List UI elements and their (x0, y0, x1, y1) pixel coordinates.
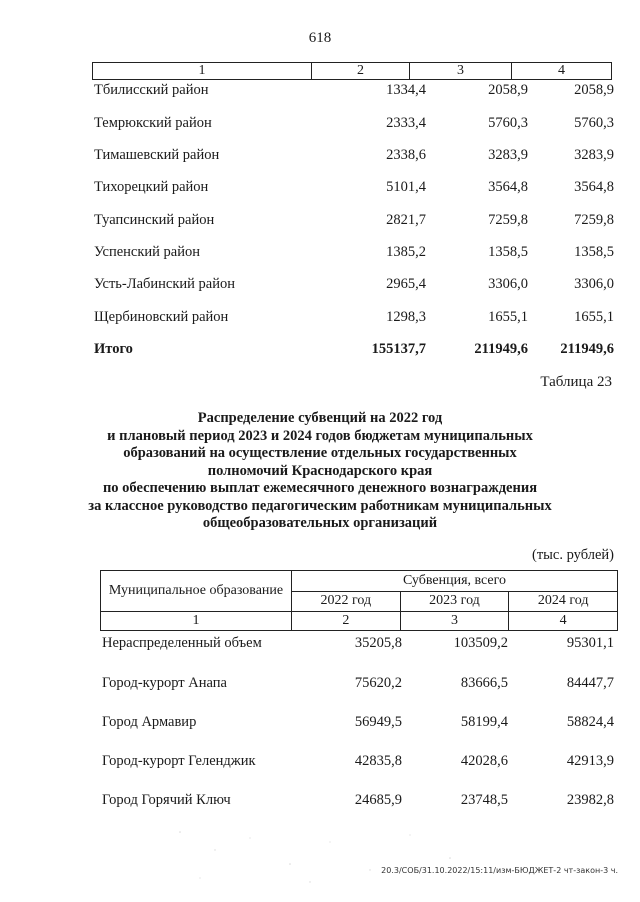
title-line: и плановый период 2023 и 2024 годов бюджетам муниципальных (107, 427, 533, 444)
row-value-2024: 7259,8 (574, 212, 614, 228)
row-value-2024: 1358,5 (574, 244, 614, 260)
row-name: Туапсинский район (94, 212, 215, 228)
top-header-col-2: 2 (311, 63, 409, 79)
table-row (94, 115, 614, 135)
row-value-2024: 3306,0 (574, 276, 614, 292)
top-header-col-1: 1 (198, 63, 206, 78)
total-value-2022: 155137,7 (371, 341, 426, 357)
row-value-2023: 3564,8 (488, 179, 528, 195)
table-row (94, 276, 614, 296)
row-name: Щербиновский район (94, 309, 229, 325)
top-header-col-3: 3 (409, 63, 511, 79)
row-name: Город-курорт Геленджик (102, 753, 256, 769)
row-value-2022: 75620,2 (354, 675, 402, 691)
row-value-2023: 5760,3 (488, 115, 528, 131)
header-num-3: 3 (400, 612, 509, 631)
row-value-2024: 3283,9 (574, 147, 614, 163)
title-line: общеобразовательных организаций (202, 515, 438, 531)
row-value-2022: 24685,9 (354, 792, 402, 808)
top-table-header (92, 62, 612, 80)
row-value-2024: 5760,3 (574, 115, 614, 131)
title-line: за классное руководство педагогическим работникам муниципальных (88, 497, 552, 514)
row-value-2024: 84447,7 (566, 675, 614, 691)
table-row (94, 212, 614, 232)
row-value-2024: 2058,9 (574, 82, 614, 98)
header-year-2023: 2023 год (400, 591, 509, 612)
row-value-2022: 1298,3 (386, 309, 426, 325)
table-row (94, 82, 614, 102)
header-year-2024: 2024 год (509, 591, 618, 612)
subvention-table-header (100, 570, 618, 631)
row-value-2023: 1655,1 (488, 309, 528, 325)
row-value-2024: 42913,9 (566, 753, 614, 769)
title-line: по обеспечению выплат ежемесячного денежного вознаграждения (102, 480, 538, 496)
header-num-1: 1 (101, 612, 292, 631)
total-value-2024: 211949,6 (560, 341, 614, 357)
row-value-2022: 1385,2 (386, 244, 426, 260)
header-num-2: 2 (292, 612, 401, 631)
top-header-col-4: 4 (511, 63, 611, 79)
page-number: 618 (308, 30, 332, 46)
row-name: Город Горячий Ключ (102, 792, 231, 808)
total-row (94, 341, 614, 361)
table-row (102, 792, 614, 812)
row-value-2022: 2333,4 (386, 115, 426, 131)
table-row (94, 309, 614, 329)
row-name: Темрюкский район (94, 115, 212, 131)
scan-noise (160, 820, 480, 890)
row-value-2023: 3283,9 (488, 147, 528, 163)
table-number-label: Таблица 23 (540, 374, 612, 390)
unit-label: (тыс. рублей) (532, 547, 614, 563)
title-line: образований на осуществление отдельных государственных (123, 445, 517, 461)
row-value-2023: 58199,4 (460, 714, 508, 730)
row-value-2022: 56949,5 (354, 714, 402, 730)
header-year-2022: 2022 год (292, 591, 401, 612)
table-row (94, 179, 614, 199)
row-value-2023: 3306,0 (488, 276, 528, 292)
row-value-2023: 103509,2 (453, 635, 508, 651)
row-name: Тихорецкий район (94, 179, 209, 195)
row-value-2023: 23748,5 (460, 792, 508, 808)
table-row (102, 753, 614, 773)
row-name: Нераспределенный объем (102, 635, 262, 651)
table-row (94, 147, 614, 167)
row-value-2024: 1655,1 (574, 309, 614, 325)
row-name: Усть-Лабинский район (94, 276, 235, 292)
row-value-2023: 1358,5 (488, 244, 528, 260)
row-name: Тимашевский район (94, 147, 220, 163)
row-value-2024: 95301,1 (566, 635, 614, 651)
row-name: Тбилисский район (94, 82, 209, 98)
row-name: Успенский район (94, 244, 200, 260)
row-value-2022: 1334,4 (386, 82, 426, 98)
total-value-2023: 211949,6 (474, 341, 528, 357)
row-value-2024: 58824,4 (566, 714, 614, 730)
title-line: полномочий Краснодарского края (207, 462, 433, 479)
total-label: Итого (94, 341, 133, 357)
header-subvention-total: Субвенция, всего (292, 571, 618, 592)
row-value-2022: 2821,7 (386, 212, 426, 228)
table-row (102, 635, 614, 655)
row-value-2022: 2965,4 (386, 276, 426, 292)
header-municipality: Муниципальное образование (101, 571, 292, 612)
table-row (94, 244, 614, 264)
row-value-2024: 23982,8 (566, 792, 614, 808)
row-value-2022: 42835,8 (354, 753, 402, 769)
row-value-2022: 35205,8 (354, 635, 402, 651)
row-value-2023: 83666,5 (460, 675, 508, 691)
title-line: Распределение субвенций на 2022 год (197, 410, 443, 426)
header-num-4: 4 (509, 612, 618, 631)
row-value-2024: 3564,8 (574, 179, 614, 195)
table-row (102, 714, 614, 734)
row-value-2023: 42028,6 (460, 753, 508, 769)
row-value-2022: 5101,4 (386, 179, 426, 195)
document-footer-code: 20.3/СОБ/31.10.2022/15:11/изм-БЮДЖЕТ-2 чт-закон-3 ч. (381, 866, 618, 875)
row-name: Город Армавир (102, 714, 197, 730)
table-title (60, 410, 580, 533)
row-value-2023: 2058,9 (488, 82, 528, 98)
row-name: Город-курорт Анапа (102, 675, 227, 691)
row-value-2022: 2338,6 (386, 147, 426, 163)
table-row (102, 675, 614, 695)
row-value-2023: 7259,8 (488, 212, 528, 228)
